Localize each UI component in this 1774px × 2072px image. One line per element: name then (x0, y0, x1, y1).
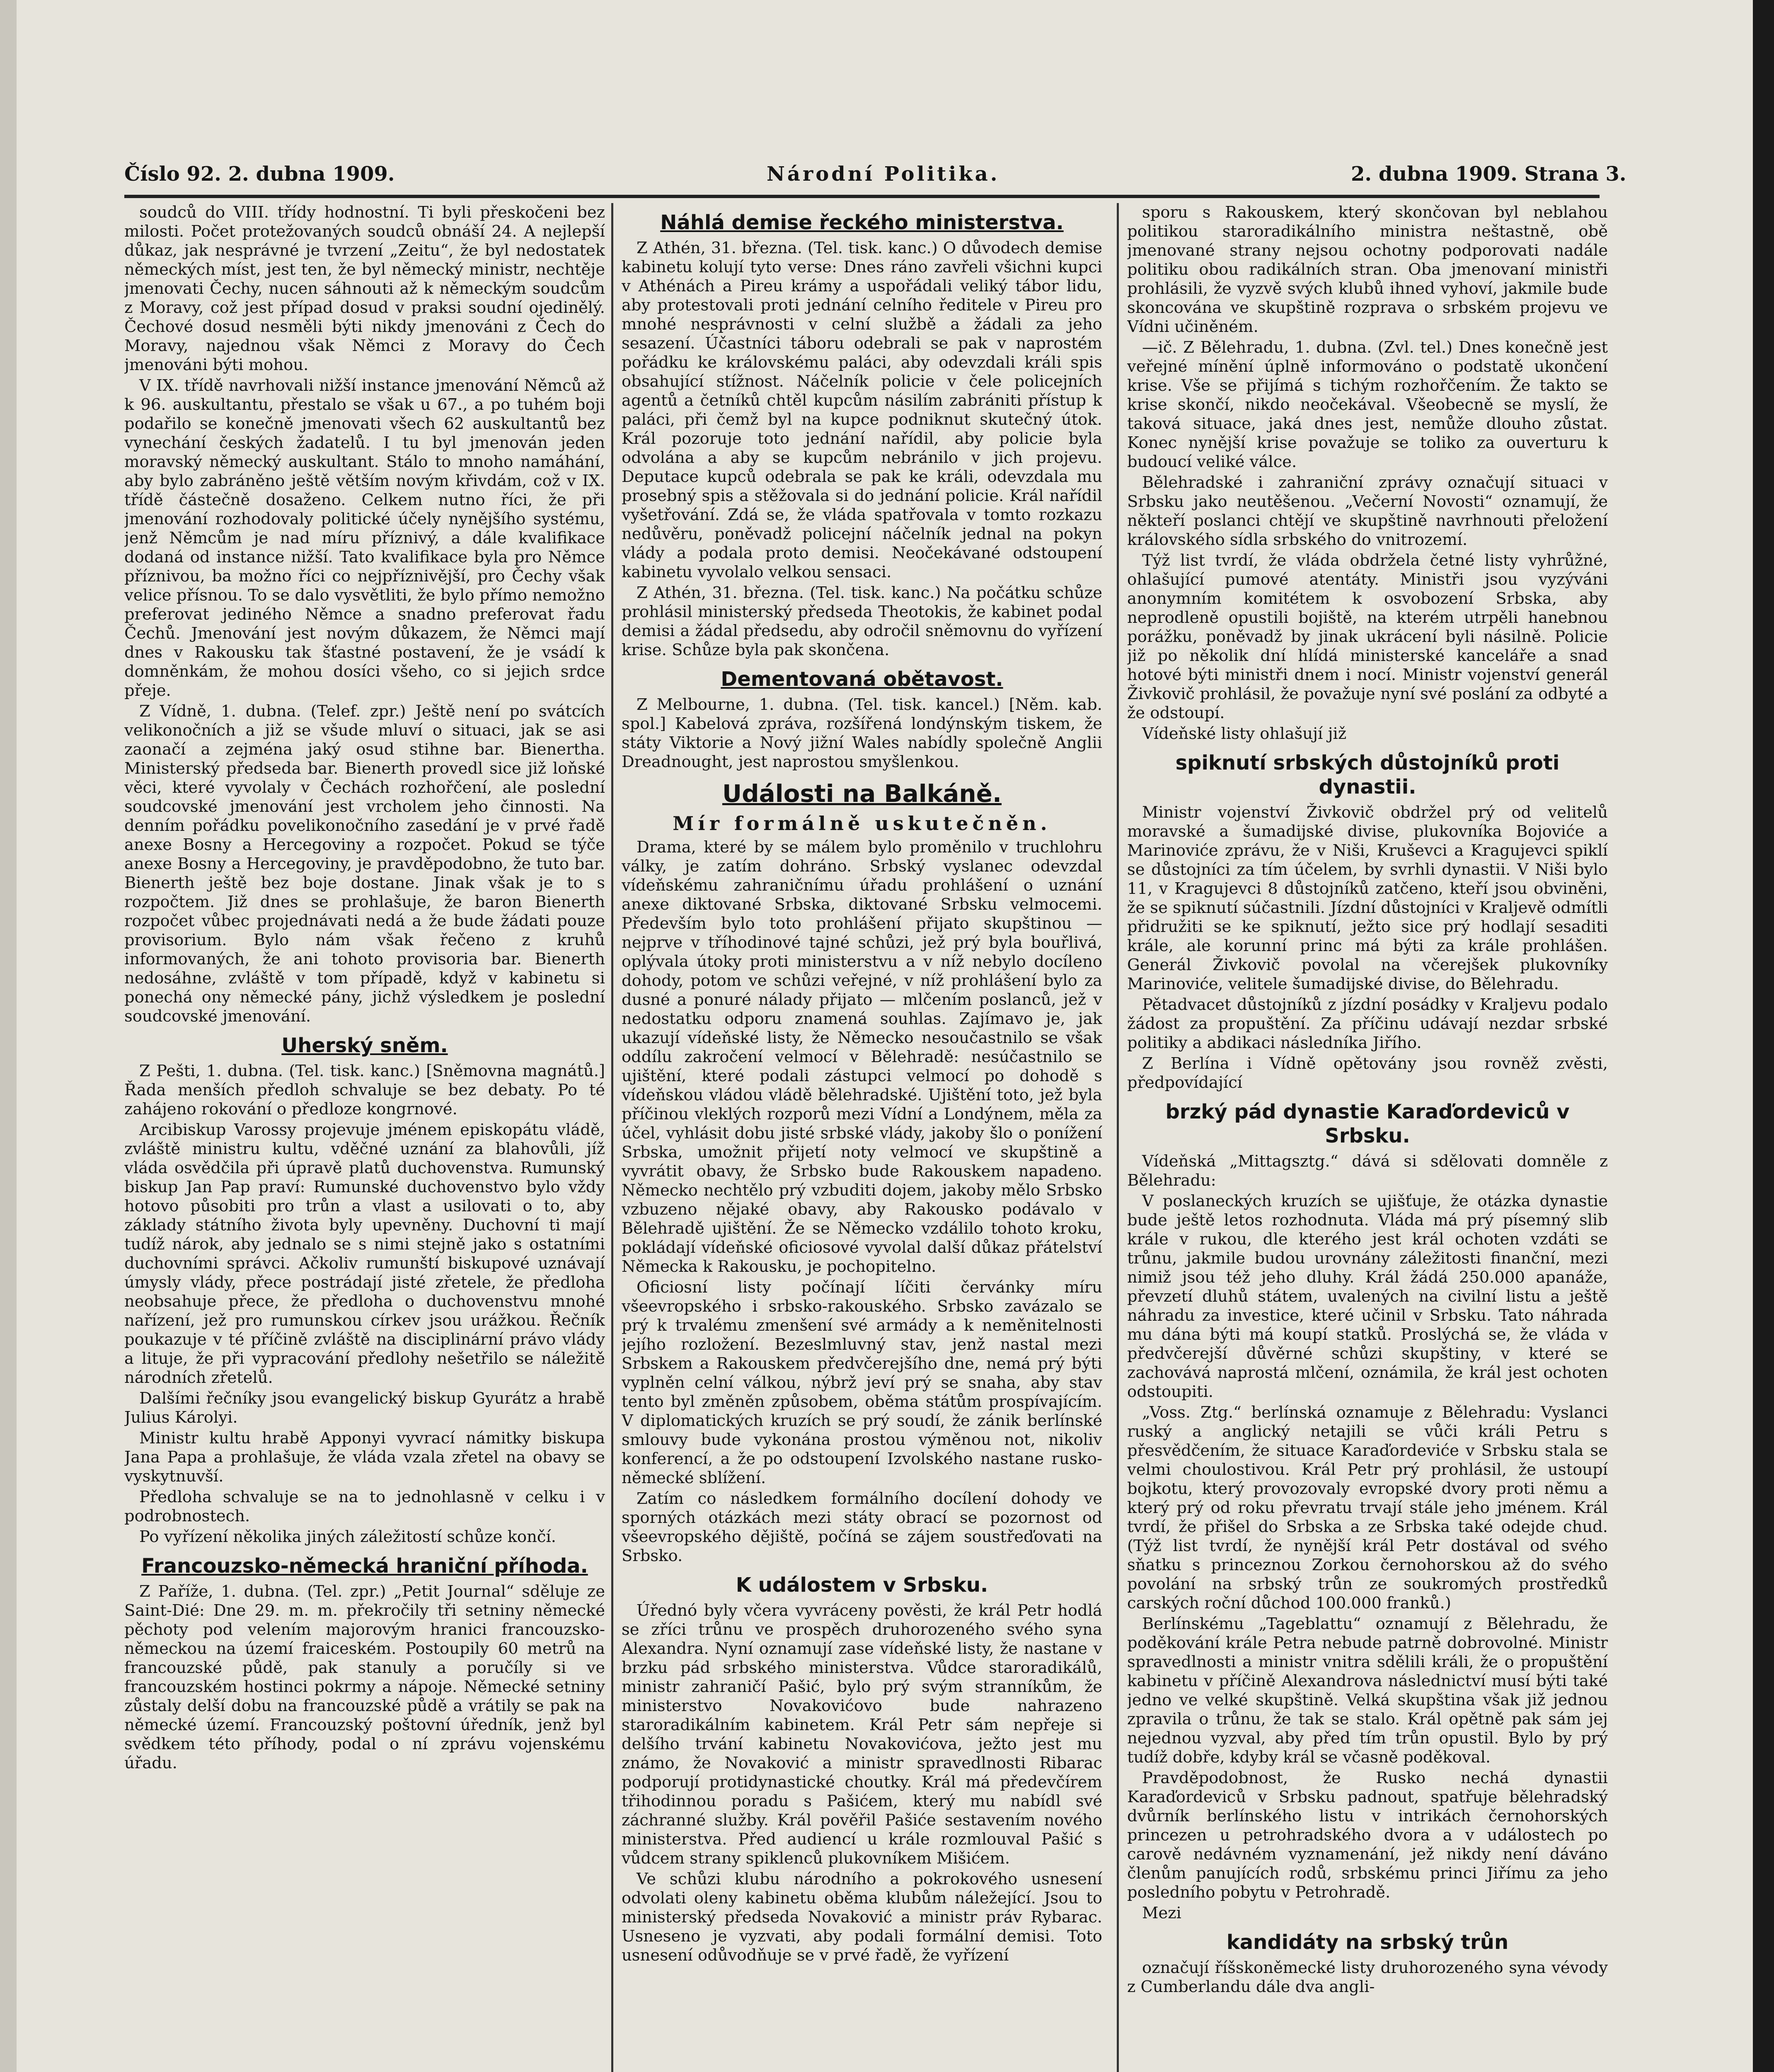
paragraph: Oficiosní listy počínají líčiti červánky míru všeevropského i srbsko-rakouského. Srbsko zavázalo se prý k trvalému zmenšení své armády a k neměnitelnosti jejího rozložení. Bezeslmluvný stav, jenž nastal mezi Srbskem a Rakouskem předvčerejšího dne, nemá prý býti vyplněn celní válkou, nýbrž jeví prý se snaha, aby stav tento byl změněn způsobem, oběma státům prospívajícím. V diplomatických kruzích se prý soudí, že zánik berlínské smlouvy bude vykonána prostou výměnou not, nikoliv konferencí, a že po odstoupení Izvolského nastane rusko-německé sblížení. (622, 1278, 1102, 1487)
paragraph: Arcibiskup Varossy projevuje jménem episkopátu vládě, zvláště ministru kultu, vděčné uznání za blahovůli, jíž vláda osvědčila při úpravě platů duchovenstva. Rumunský biskup Jan Pap praví: Rumunské duchovenstvo bylo vždy hotovo působiti pro trůn a vlast a usilovati o to, aby základy státního života byly upevněny. Duchovní ti mají tudíž nárok, aby jednalo se s nimi stejně jako s ostatními duchovními správci. Ačkoliv rumunští biskupové uznávají úmysly vlády, přece postrádají jisté zřetele, že předloha neobsahuje přece, že předloha o duchovenstvu mnohé nařízení, jež pro rumunskou církev jsou urážkou. Řečník poukazuje v té příčině zvláště na disciplinární právo vlády a lituje, že při vypracování předlohy nešetřilo se náležitě národních zřetelů. (124, 1121, 605, 1387)
paragraph: Pravděpodobnost, že Rusko nechá dynastii Karaďordeviců v Srbsku padnout, spatřuje bělehradský dvůrník berlínského listu v intrikách černohorských princezen u petrohradského dvora a v událostech po carově nedávném vyznamenání, jež nikdy není dáváno členům panujících rodů, srbskému princi Jiřímu za jeho posledního pobytu v Petrohradě. (1127, 1769, 1608, 1902)
paragraph: Ministr vojenství Živkovič obdržel prý od velitelů moravské a šumadijské divise, plukovníka Bojoviće a Marinoviće zprávu, že v Niši, Kruševci a Kragujevci spiklí se důstojníci za tím účelem, by svrhli dynastii. V Niši bylo 11, v Kragujevci 8 důstojníků zatčeno, kteří jsou obviněni, že se spiknutí súčastnili. Jízdní důstojníci v Kraljevě odmítli přidružiti se ke spiknutí, ježto sice prý hodlají sesaditi krále, ale korunní princ má býti za krále prohlášen. Generál Živkovič povolal na včerejšek plukovníky Marinoviće, velitele šumadijské divise, do Bělehradu. (1127, 803, 1608, 993)
paragraph: soudců do VIII. třídy hodnostní. Ti byli přeskočeni bez milosti. Počet protežovaných soudců obnáší 24. A nejlepší důkaz, jak nesprávné je tvrzení „Zeitu“, že byl nedostatek německých míst, jest ten, že byl německý ministr, nechtěje jmenovati Čechy, nucen sáhnouti až k německým soudcům z Moravy, což jest případ dosud v praksi soudní ojedinělý. Čechové dosud nesměli býti nikdy jmenováni z Čech do Moravy, najednou však Němci z Moravy do Čech jmenováni býti mohou. (124, 203, 605, 374)
paragraph: Z Athén, 31. března. (Tel. tisk. kanc.) Na počátku schůze prohlásil ministerský předseda Theotokis, že kabinet podal demisi a žádal předsedu, aby odročil sněmovnu do vyřízení krise. Schůze byla pak skončena. (622, 583, 1102, 659)
paragraph: Zatím co následkem formálního docílení dohody ve sporných otázkách mezi státy obrací se pozornost od všeevropského dějiště, počíná se zájem soustřeďovati na Srbsko. (622, 1489, 1102, 1565)
paragraph: Z Melbourne, 1. dubna. (Tel. tisk. kancel.) [Něm. kab. spol.] Kabelová zpráva, rozšířená londýnským tiskem, že státy Viktorie a Nový jižní Wales nabídly společně Anglii Dreadnought, jest naprostou smyšlenkou. (622, 695, 1102, 771)
scan-right-edge (1753, 0, 1774, 2072)
paragraph: Ve schůzi klubu národního a pokrokového usnesení odvolati oleny kabinetu oběma klubům náležející. Jsou to ministerský předseda Novaković a ministr práv Rybarac. Usneseno je vyzvati, aby podali formální demisi. Toto usnesení odůvodňuje se v prvé řadě, že vyřízení (622, 1870, 1102, 1965)
issue-number: Číslo 92. 2. dubna 1909. (124, 162, 395, 186)
column-rule (1117, 203, 1119, 2072)
paragraph: sporu s Rakouskem, který skončovan byl neblahou politikou staroradikálního ministra neštastně, obě jmenované strany nejsou ochotny podporovati nadále politiku obou radikálních stran. Oba jmenovaní ministři prohlásili, že vyzvě svých klubů ihned vyhoví, jakmile bude skoncována ve skupštině rozprava o srbském projevu ve Vídni učiněném. (1127, 203, 1608, 336)
masthead-title: Národní Politika. (767, 162, 1000, 186)
paragraph: —ič. Z Bělehradu, 1. dubna. (Zvl. tel.) Dnes konečně jest veřejné mínění úplně informováno o podstatě ukončení krise. Vše se přijímá s tichým rozhořčením. Že takto se krise skončí, nikdo neočekával. Všeobecně se myslí, že taková situace, jaká dnes jest, nemůže dlouho zůstat. Konec nynější krise považuje se toliko za ouverturu k budoucí veliké válce. (1127, 338, 1608, 471)
paragraph: Týž list tvrdí, že vláda obdržela četné listy vyhrůžné, ohlašující pumové atentáty. Ministři jsou vyzýváni anonymním komitétem k osvobození Srbska, aby neprodleně opustili bojiště, na kterém utrpěli hanebnou porážku, poněvadž by jinak ukrácení byli násilně. Policie již po několik dní hlídá ministerské kanceláře a snad hotové býti ministři dnem i nocí. Ministr vojenství generál Živkovič prohlásil, že považuje nyní své poslání za odbyté a že odstoupí. (1127, 551, 1608, 722)
article-heading: Dementovaná obětavost. (721, 668, 1003, 691)
section-heading: Události na Balkáně. (722, 779, 1002, 808)
paragraph: Dalšími řečníky jsou evangelický biskup Gyurátz a hrabě Julius Károlyi. (124, 1389, 605, 1427)
article-heading: K událostem v Srbsku. (736, 1573, 988, 1597)
paragraph: V poslaneckých kruzích se ujišťuje, že otázka dynastie bude ještě letos rozhodnuta. Vláda má prý písemný slib krále v rukou, dle kterého jest král ochoten vzdáti se trůnu, jakmile budou urovnány záležitosti finanční, mezi nimiž jsou též jeho dluhy. Král žádá 250.000 apanáže, převzetí dluhů státem, uvalených na civilní listu a ještě náhradu za investice, které učinil v Srbsku. Tato náhrada mu dána býti má koupí statků. Proslýchá se, že vláda v předvčerejší důvěrné schůzi skupštiny, v které se zachovává naprostá mlčení, oznámila, že král jest ochoten odstoupiti. (1127, 1192, 1608, 1401)
paragraph: Pětadvacet důstojníků z jízdní posádky v Kraljevu podalo žádost za propuštění. Za příčinu udávají nezdar srbské politiky a abdikaci následníka Jiřího. (1127, 995, 1608, 1052)
date-page-number: 2. dubna 1909. Strana 3. (1351, 162, 1626, 186)
inline-heading: spiknutí srbských důstojníků proti dynastii. (1175, 751, 1560, 799)
paragraph: Z Vídně, 1. dubna. (Telef. zpr.) Ještě není po svátcích velikonočních a již se všude mluví o situaci, jak se asi zaonačí a zejména jaký osud stihne bar. Bienertha. Ministerský předseda bar. Bienerth provedl sice již loňské věci, které vyvolaly v Čechách rozhořčení, ale poslední soudcovské jmenování jest vrcholem jeho činnosti. Na denním pořádku povelikonočního zasedání je v prvé řadě anexe Bosny a Hercegoviny a rozpočet. Pokud se týče anexe Bosny a Hercegoviny, je pravděpodobno, že tuto bar. Bienerth ještě bez boje dostane. Jinak však je to s rozpočtem. Již dnes se prohlašuje, že baron Bienerth rozpočet vůbec projednávati nedá a že bude žádati pouze provisorium. Bylo nám však řečeno z kruhů informovaných, že ani tohoto provisoria bar. Bienerth nedosáhne, zvláště v tom případě, když v kabinetu si ponechá ony německé pány, jichž výsledkem je poslední soudcovské jmenování. (124, 702, 605, 1026)
paragraph: Z Berlína i Vídně opětovány jsou rovněž zvěsti, předpovídající (1127, 1054, 1608, 1092)
paragraph: Po vyřízení několika jiných záležitostí schůze končí. (139, 1527, 557, 1546)
paragraph: Drama, které by se málem bylo proměnilo v truchlohru války, je zatím dohráno. Srbský vyslanec odevzdal vídeňskému zahraničnímu úřadu prohlášení o uznání anexe diktované Srbska, diktované Srbsku velmocemi. Především bylo toto prohlášení přijato skupštinou — nejprve v tříhodinové tajné schůzi, jež prý byla bouřlivá, oplývala útoky proti ministerstvu a v níž nebylo docíleno dohody, potom ve schůzi veřejné, v níž prohlášení bylo za dusné a ponuré nálady přijato — mlčením poslanců, jež v nedostatku odporu znamená souhlas. Zajímavo je, jak ukazují vídeňské listy, že Německo nesoučastnilo se však oddílu zakročení velmocí v Bělehradě: nesúčastnilo se ujištění, které podali zástupci velmocí po dohodě s vídeňskou vládou vládě bělehradské. Ujištění toto, jež byla příčinou vleklých rozporů mezi Vídní a Londýnem, měla za účel, vyhlásit dobu jisté srbské vlády, jakoby šlo o ponížení Srbska, umožnit přijetí noty velmocí ve skupštině a vyvrátit obavy, že Srbsko bude Rakouskem napadeno. Německo nechtělo prý vzbuditi dojem, jakoby mělo Srbsko vzbuzeno nějaké obavy, aby Rakousko podávalo v Bělehradě ujištění. Že se Německo vzdálilo tohoto kroku, pokládají vídeňské oficiosové vyvolal další důkaz přátelství Německa k Rakousku, je pochopitelno. (622, 838, 1102, 1276)
inline-heading: kandidáty na srbský trůn (1226, 1931, 1509, 1954)
paragraph: označují říšskoněmecké listy druhorozeného syna vévody z Cumberlandu dále dva angli- (1127, 1958, 1608, 1996)
article-subheading: Mír formálně uskutečněn. (673, 812, 1051, 835)
paragraph: Z Athén, 31. března. (Tel. tisk. kanc.) O důvodech demise kabinetu kolují tyto verse: Dnes ráno zavřeli všichni kupci v Athénách a Pireu krámy a uspořádali veliký tábor lidu, aby protestovali proti jednání celního ředitele v Pireu pro mnohé nesprávnosti v celní službě a žádali za jeho sesazení. Účastníci táboru odebrali se pak v naprostém pořádku ke královskému paláci, aby odevzdali králi spis obsahující stížnost. Náčelník policie v čele policejních agentů a četníků chtěl kupcům násilím zabrániti přístup k paláci, při čemž byl na kupce podniknut skutečný útok. Král pozoruje toto jednání nařídil, aby policie byla odvolána a aby se kupcům nebránilo v jich projevu. Deputace kupců odebrala se pak ke králi, odevzdala mu prosebný spis a stěžovala si do jednání policie. Král nařídil vyšetřování. Zdá se, že vláda spatřovala v tomto rozkazu nedůvěru, poněvadž policejní náčelník jednal na pokyn vlády a podala proto demisi. Neočekávané odstoupení kabinetu vyvolalo velkou sensaci. (622, 239, 1102, 581)
paragraph: Mezi (1142, 1904, 1181, 1922)
paragraph: Vídeňské listy ohlašují již (1142, 724, 1347, 743)
paragraph: Předloha schvaluje se na to jednohlasně v celku i v podrobnostech. (124, 1488, 605, 1525)
paragraph: V IX. třídě navrhovali nižší instance jmenování Němců až k 96. auskultantu, přestalo se však u 67., a po tuhém boji podařilo se konečně jmenovati všech 62 auskultantů bez vynechání českých žadatelů. I tu byl jmenován jeden moravský německý auskultant. Stálo to mnoho namáhání, aby bylo zabráněno ještě větším novým křivdám, což v IX. třídě částečně dosaženo. Celkem nutno říci, že při jmenování rozhodovaly politické účely nynějšího systému, jenž Němcům je nad míru příznivý, a dále kvalifikace dodaná od instance nižší. Tato kvalifikace byla pro Němce příznivou, ba možno říci co nejpříznivější, pro Čechy však velice přísnou. To se dalo vysvětliti, že bylo přímo nemožno preferovat jediného Němce a snadno preferovat řadu Čechů. Jmenování jest novým důkazem, že Němci mají dnes v Rakousku tak šťastné postavení, že je vsádí k domněnkám, že mohou dosíci všeho, co si jejich srdce přeje. (124, 376, 605, 700)
inline-heading: brzký pád dynastie Karaďordeviců v Srbsku. (1165, 1100, 1570, 1147)
article-heading: Francouzsko-německá hraniční příhoda. (141, 1554, 588, 1578)
page-header (124, 162, 1626, 191)
column-3 (1127, 203, 1608, 2072)
scan-left-edge (0, 0, 17, 2072)
column-1 (124, 203, 605, 2072)
paragraph: Úřednó byly včera vyvráceny pověsti, že král Petr hodlá se zříci trůnu ve prospěch druhorozeného svého syna Alexandra. Nyní oznamují zase vídeňské listy, že nastane v brzku pád srbského ministerstva. Vůdce staroradikálů, ministr zahraničí Pašić, bylo prý svým stranníkům, že ministerstvo Novakovićovo bude nahrazeno staroradikálním kabinetem. Král Petr sám nepřeje si delšího trvání kabinetu Novakovićova, ježto jest mu známo, že Novaković a ministr spravedlnosti Ribarac podporují protidynastické choutky. Král má předevčírem třihodinnou poradu s Pašićem, který mu nabídl své záchranné služby. Král pověřil Pašiće sestavením nového ministerstva. Před audiencí u krále rozmlouval Pašić s vůdcem strany spiklenců plukovníkem Mišićem. (622, 1601, 1102, 1868)
paragraph: Ministr kultu hrabě Apponyi vyvrací námitky biskupa Jana Papa a prohlašuje, že vláda vzala zřetel na obavy se vyskytnuvší. (124, 1429, 605, 1486)
article-heading: Uherský sněm. (281, 1034, 448, 1057)
column-2 (622, 203, 1102, 2072)
paragraph: Bělehradské i zahraniční zprávy označují situaci v Srbsku jako neutěšenou. „Večerní Novosti“ oznamují, že někteří poslanci chtějí ve skupštině navrhnouti přeložení královského sídla srbského do vnitrozemí. (1127, 473, 1608, 549)
article-heading: Náhlá demise řeckého ministerstva. (660, 211, 1064, 234)
paragraph: Berlínskému „Tageblattu“ oznamují z Bělehradu, že poděkování krále Petra nebude patrně dobrovolné. Ministr spravedlnosti a ministr vnitra sdělili králi, že o propuštění kabinetu v příčině Alexandrova následnictví musí býti také jedno ve velké skupštině. Velká skupština však již jednou zpravila o trůnu, že tak se stalo. Král opětně pak sám jej nejednou vyzval, aby před tím trůn opustil. Bylo by prý tudíž dobře, kdyby král se včasně poděkoval. (1127, 1615, 1608, 1767)
column-rule (611, 203, 613, 2072)
paragraph: Vídeňská „Mittagsztg.“ dává si sdělovati domněle z Bělehradu: (1127, 1152, 1608, 1190)
paragraph: Z Pešti, 1. dubna. (Tel. tisk. kanc.) [Sněmovna magnátů.] Řada menších předloh schvaluje se bez debaty. Po té zahájeno rokování o předloze kongrnové. (124, 1062, 605, 1118)
header-rule (124, 195, 1600, 198)
paragraph: „Voss. Ztg.“ berlínská oznamuje z Bělehradu: Vyslanci ruský a anglický netajili se vůči králi Petru s přesvědčením, že situace Karaďordeviće v Srbsku stala se velmi choulostivou. Král Petr prý prohlásil, že ustoupí bojkotu, který provozovaly evropské dvory proti němu a který prý od roku převratu trvají stále jeho jménem. Král tvrdí, že přišel do Srbska a ze Srbska také odejde chud. (Týž list tvrdí, že nynější král Petr dostával od svého sňatku s princeznou Zorkou černohorskou až do svého povolání na srbský trůn ze soukromých prostředků carských roční důchod 100.000 franků.) (1127, 1403, 1608, 1612)
paragraph: Z Paříže, 1. dubna. (Tel. zpr.) „Petit Journal“ sděluje ze Saint-Dié: Dne 29. m. m. překročily tři setniny německé pěchoty pod velením majorovým hranici francouzsko-německou na území fraiceském. Postoupily 60 metrů na francouzské půdě, pak stanuly a poručíly si ve francouzském hostinci pokrmy a nápoje. Německé setniny zůstaly delší dobu na francouzské půdě a vrátily se pak na německé území. Francouzský poštovní úředník, jenž byl svědkem této příhody, podal o ní zprávu vojenskému úřadu. (124, 1582, 605, 1772)
